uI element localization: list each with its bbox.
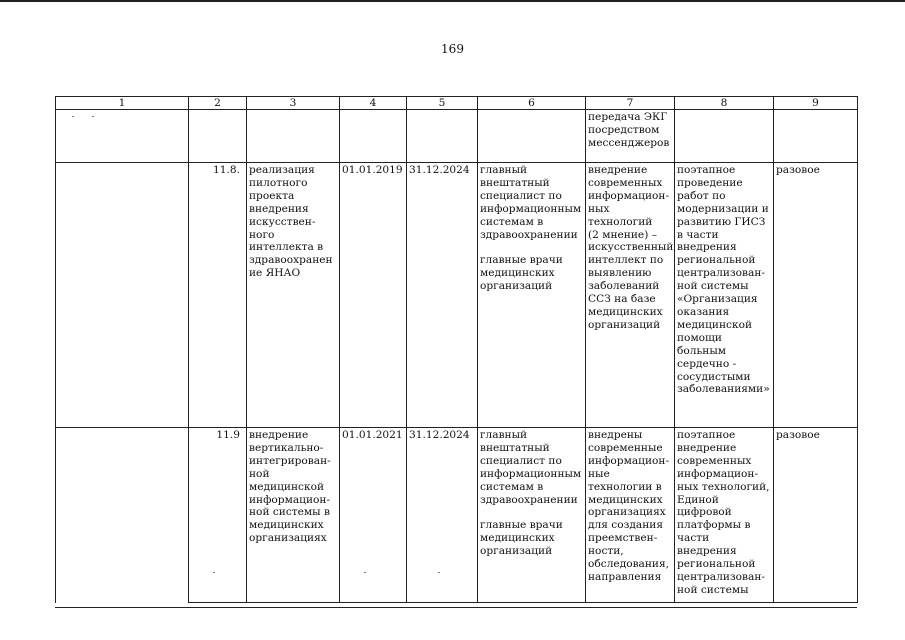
continuation-result-text: передача ЭКГ посредством мессенджеров bbox=[588, 111, 670, 149]
table-row bbox=[56, 163, 858, 428]
measure-name-text: реализация пилотного проекта внедрения искусствен- ного интеллекта в здравоохранен ие ЯНАО bbox=[249, 164, 333, 280]
measure-name-text: внедрение вертикально- интегрирован- ной медицинской информацион- ной системы в медицинских организациях bbox=[249, 429, 331, 545]
executor-primary-text: главный внештатный специалист по информационным системам в здравоохранении bbox=[480, 164, 582, 241]
expected-result bbox=[586, 428, 675, 603]
header-col-2: 2 bbox=[189, 97, 247, 110]
row-number bbox=[189, 163, 247, 428]
cell-col-9 bbox=[774, 110, 858, 163]
executor-secondary-text: главные врачи медицинских организаций bbox=[480, 519, 563, 558]
cell-col-6 bbox=[478, 110, 586, 163]
executor-secondary-text: главные врачи медицинских организаций bbox=[480, 254, 563, 293]
header-col-7: 7 bbox=[586, 97, 675, 110]
row-number-text: 11.8. bbox=[213, 164, 240, 176]
expected-result-text: внедрены современные информацион- ные технологии в медицинских организациях для создания преемствен- ности, обследования, направления bbox=[588, 429, 670, 583]
table-header-row bbox=[56, 97, 858, 110]
page-number: 169 bbox=[441, 42, 464, 56]
related-activity bbox=[675, 163, 774, 428]
end-date bbox=[407, 428, 478, 603]
row-number-text: 11.9 bbox=[216, 429, 240, 441]
measure-type bbox=[774, 428, 858, 603]
scan-speck bbox=[72, 116, 74, 117]
start-date-text: 01.01.2019 bbox=[342, 164, 403, 176]
scan-speck bbox=[364, 572, 366, 573]
header-col-9: 9 bbox=[774, 97, 858, 110]
expected-result-text: внедрение современных информацион- ных технологий (2 мнение) – искусственный интеллект по выявлению заболеваний ССЗ на базе медицинских организаций bbox=[588, 164, 674, 331]
header-col-1: 1 bbox=[56, 97, 189, 110]
cell-col-2 bbox=[189, 110, 247, 163]
measure-type-text: разовое bbox=[776, 429, 820, 441]
related-activity-text: поэтапное проведение работ по модернизации и развитию ГИСЗ в части внедрения региональной централизован- ной системы «Организация оказания медицинской помощи больным сердечно - сосудистыми заболеваниями» bbox=[677, 164, 770, 396]
cell-col-1 bbox=[56, 428, 189, 603]
table-row bbox=[56, 428, 858, 603]
cell-col-8 bbox=[675, 110, 774, 163]
end-date bbox=[407, 163, 478, 428]
row-number bbox=[189, 428, 247, 603]
start-date bbox=[340, 428, 407, 603]
executors bbox=[478, 163, 586, 428]
scan-speck bbox=[92, 116, 94, 117]
executors bbox=[478, 428, 586, 603]
scan-speck bbox=[438, 572, 440, 573]
expected-result bbox=[586, 163, 675, 428]
start-date bbox=[340, 163, 407, 428]
header-col-3: 3 bbox=[247, 97, 340, 110]
header-col-5: 5 bbox=[407, 97, 478, 110]
measure-type bbox=[774, 163, 858, 428]
header-col-4: 4 bbox=[340, 97, 407, 110]
cell-col-1 bbox=[56, 163, 189, 428]
page-top-border bbox=[0, 0, 905, 2]
measure-name bbox=[247, 163, 340, 428]
start-date-text: 01.01.2021 bbox=[342, 429, 403, 441]
cell-col-5 bbox=[407, 110, 478, 163]
measure-type-text: разовое bbox=[776, 164, 820, 176]
executor-primary-text: главный внештатный специалист по информационным системам в здравоохранении bbox=[480, 429, 582, 506]
table-bottom-border bbox=[55, 607, 857, 608]
cell-col-3 bbox=[247, 110, 340, 163]
table-row-continuation bbox=[56, 110, 858, 163]
cell-col-7 bbox=[586, 110, 675, 163]
measures-table bbox=[55, 96, 858, 603]
related-activity bbox=[675, 428, 774, 603]
related-activity-text: поэтапное внедрение современных информацион- ных технологий, Единой цифровой платформы в части внедрения региональной централизован- ной системы bbox=[677, 429, 770, 596]
cell-col-4 bbox=[340, 110, 407, 163]
measure-name bbox=[247, 428, 340, 603]
end-date-text: 31.12.2024 bbox=[409, 429, 470, 441]
cell-col-1 bbox=[56, 110, 189, 163]
header-col-6: 6 bbox=[478, 97, 586, 110]
header-col-8: 8 bbox=[675, 97, 774, 110]
end-date-text: 31.12.2024 bbox=[409, 164, 470, 176]
scan-speck bbox=[213, 572, 215, 573]
